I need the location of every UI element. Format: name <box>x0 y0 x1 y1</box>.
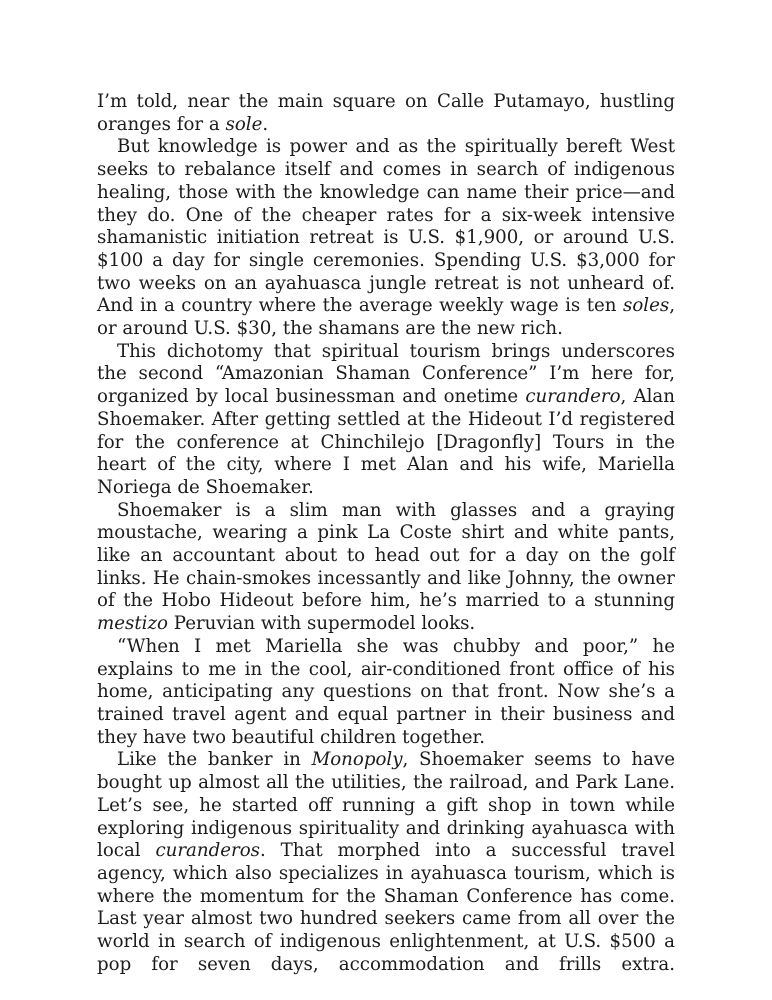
book-page-body <box>97 91 675 976</box>
paragraph-1: I’m told, near the main square on Calle Putamayo, hustling oranges for a sole. <box>97 91 675 135</box>
paragraph-3: This dichotomy that spiritual tourism brings underscores the second “Amazonian Shaman Conference” I’m here for, organized by local businessman and onetime curandero, Alan Shoemaker. After getting settled at the Hideout I’d registered for the conference at Chinchilejo [Dragonfly] Tours in the heart of the city, where I met Alan and his wife, Mariella Noriega de Shoemaker. <box>97 340 675 498</box>
paragraph-4: Shoemaker is a slim man with glasses and a graying moustache, wearing a pink La Coste shirt and white pants, like an accountant about to head out for a day on the golf links. He chain-smokes incessantly and like Johnny, the owner of the Hobo Hideout before him, he’s married to a stunning mestizo Peruvian with supermodel looks. <box>97 499 675 635</box>
paragraph-5: “When I met Mariella she was chubby and poor,” he explains to me in the cool, air-conditioned front office of his home, anticipating any questions on that front. Now she’s a trained travel agent and equal partner in their business and they have two beautiful children together. <box>97 635 675 748</box>
paragraph-2: But knowledge is power and as the spiritually bereft West seeks to rebalance itself and comes in search of indigenous healing, those with the knowledge can name their price—and they do. One of the cheaper rates for a six-week intensive shamanistic initiation retreat is U.S. $1,900, or around U.S. $100 a day for single ceremonies. Spending U.S. $3,000 for two weeks on an ayahuasca jungle retreat is not unheard of. And in a country where the average weekly wage is ten soles, or around U.S. $30, the shamans are the new rich. <box>97 136 675 340</box>
paragraph-6: Like the banker in Monopoly, Shoemaker seems to have bought up almost all the utilities, the railroad, and Park Lane. Let’s see, he started off running a gift shop in town while exploring indigenous spirituality and drinking ayahuasca with local curanderos. That morphed into a successful travel agency, which also specializes in ayahuasca tourism, which is where the momentum for the Shaman Conference has come. Last year almost two hundred seekers came from all over the world in search of indigenous enlightenment, at U.S. $500 a pop for seven days, accommodation and frills extra. <box>97 749 675 975</box>
